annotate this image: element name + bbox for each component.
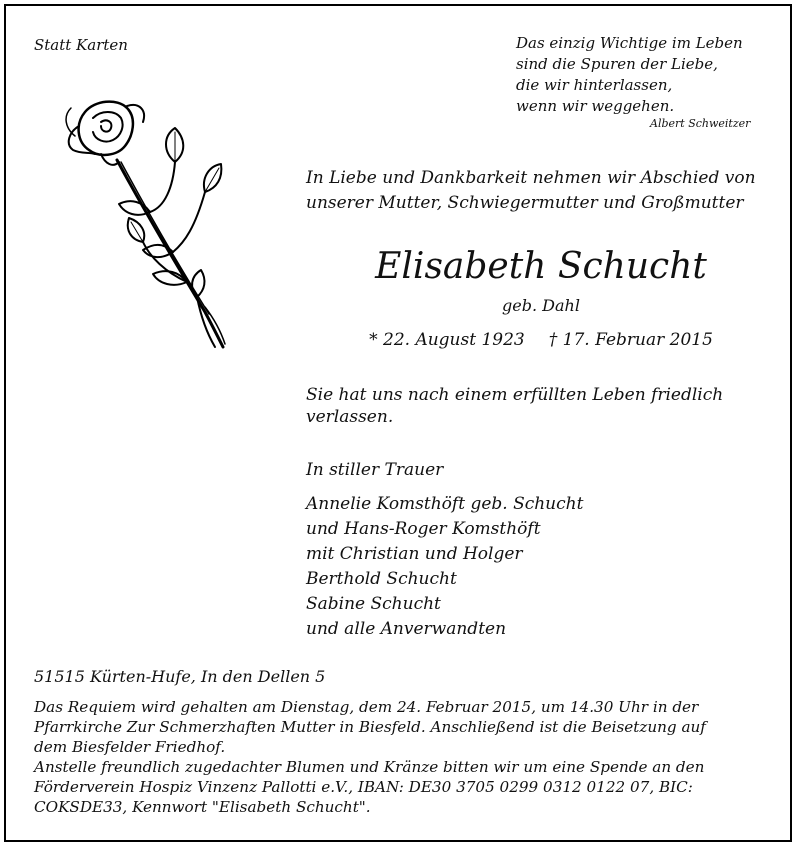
quote-line: sind die Spuren der Liebe, xyxy=(516,55,718,73)
details-line: Förderverein Hospiz Vinzenz Pallotti e.V., IBAN: DE30 3705 0299 0312 0122 07, BIC: xyxy=(34,778,693,796)
quote-line: die wir hinterlassen, xyxy=(516,76,673,94)
mourner-line: Berthold Schucht xyxy=(306,569,457,589)
mourner-line: Sabine Schucht xyxy=(306,594,441,614)
address: 51515 Kürten-Hufe, In den Dellen 5 xyxy=(34,667,326,686)
maiden-name: geb. Dahl xyxy=(502,296,580,315)
life-dates xyxy=(306,330,776,350)
details-line: COKSDE33, Kennwort "Elisabeth Schucht". xyxy=(34,798,371,816)
details-line: dem Biesfelder Friedhof. xyxy=(34,738,226,756)
intro-line: In Liebe und Dankbarkeit nehmen wir Abschied von xyxy=(306,168,756,188)
quote-author: Albert Schweitzer xyxy=(650,117,751,130)
quote-line: wenn wir weggehen. xyxy=(516,97,675,115)
details-line: Das Requiem wird gehalten am Dienstag, dem 24. Februar 2015, um 14.30 Uhr in der xyxy=(34,698,699,716)
service-details xyxy=(34,697,776,817)
birth-date: * 22. August 1923 xyxy=(369,330,525,350)
intro-line: unserer Mutter, Schwiegermutter und Großmutter xyxy=(306,193,744,213)
mourner-line: mit Christian und Holger xyxy=(306,544,523,564)
deceased-name: Elisabeth Schucht xyxy=(375,246,707,287)
statt-karten-label: Statt Karten xyxy=(34,36,128,54)
quote-block xyxy=(516,33,743,117)
mourners-list xyxy=(306,492,583,642)
mourner-line: Annelie Komsthöft geb. Schucht xyxy=(306,494,584,514)
details-line: Anstelle freundlich zugedachter Blumen und Kränze bitten wir um eine Spende an den xyxy=(34,758,705,776)
death-date: † 17. Februar 2015 xyxy=(548,330,713,350)
quote-line: Das einzig Wichtige im Leben xyxy=(516,34,743,52)
mourning-heading: In stiller Trauer xyxy=(306,460,444,480)
mourner-line: und alle Anverwandten xyxy=(306,619,507,639)
intro-text xyxy=(306,166,776,216)
details-line: Pfarrkirche Zur Schmerzhaften Mutter in Biesfeld. Anschließend ist die Beisetzung auf xyxy=(34,718,706,736)
rose-drawing-icon xyxy=(55,92,230,350)
farewell-sentence: Sie hat uns nach einem erfüllten Leben friedlich verlassen. xyxy=(306,385,724,427)
mourner-line: und Hans-Roger Komsthöft xyxy=(306,519,541,539)
